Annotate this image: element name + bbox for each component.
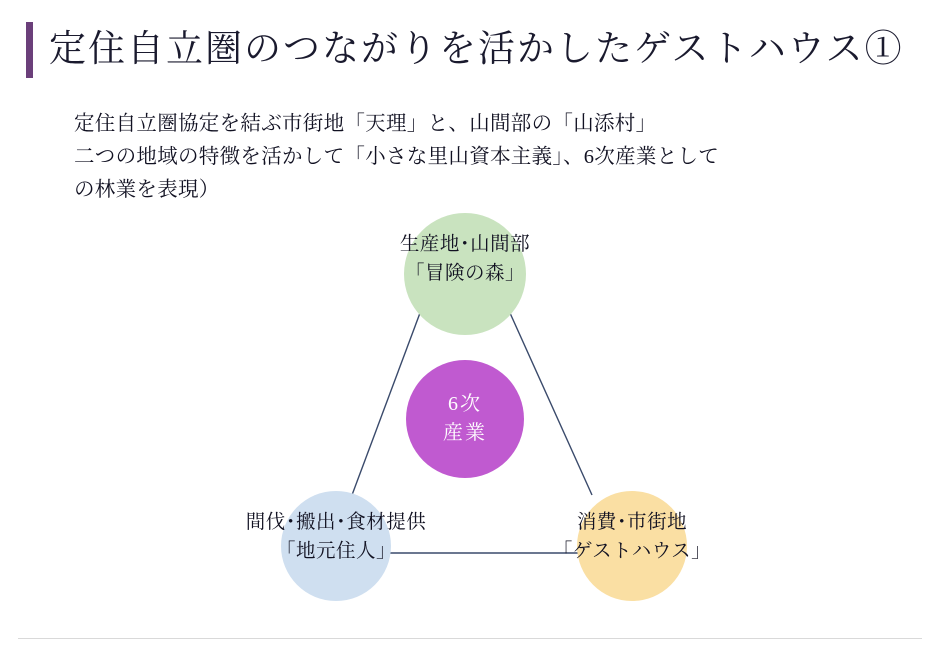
center-label-line2: 産業 <box>443 422 487 444</box>
footer-divider <box>18 638 922 639</box>
body-line-3: の林業を表現） <box>74 179 220 202</box>
node-label-top-line2: 「冒険の森」 <box>404 263 526 285</box>
body-line-1: 定住自立圏協定を結ぶ市街地「天理」と、山間部の「山添村」 <box>74 113 657 135</box>
node-label-left-line2: 「地元住人」 <box>275 541 397 563</box>
node-label-right-line2: 「ゲストハウス」 <box>552 541 712 563</box>
node-label-right-line1: 消費･市街地 <box>576 512 688 533</box>
center-label-line1: 6次 <box>448 393 482 415</box>
triangle-diagram <box>0 195 940 635</box>
node-label-top <box>400 230 530 289</box>
node-label-left <box>246 508 427 567</box>
node-circle-center <box>406 360 524 478</box>
slide-title-row <box>26 22 904 78</box>
page-title: 定住自立圏のつながりを活かしたゲストハウス① <box>49 28 904 70</box>
node-label-left-line1: 間伐･搬出･食材提供 <box>245 512 427 533</box>
body-line-2: 二つの地域の特徴を活かして「小さな里山資本主義」、6次産業として <box>74 146 720 169</box>
title-accent-bar <box>26 22 33 78</box>
body-paragraph <box>74 108 904 208</box>
node-label-right <box>553 508 711 567</box>
node-label-top-line1: 生産地･山間部 <box>399 234 531 255</box>
